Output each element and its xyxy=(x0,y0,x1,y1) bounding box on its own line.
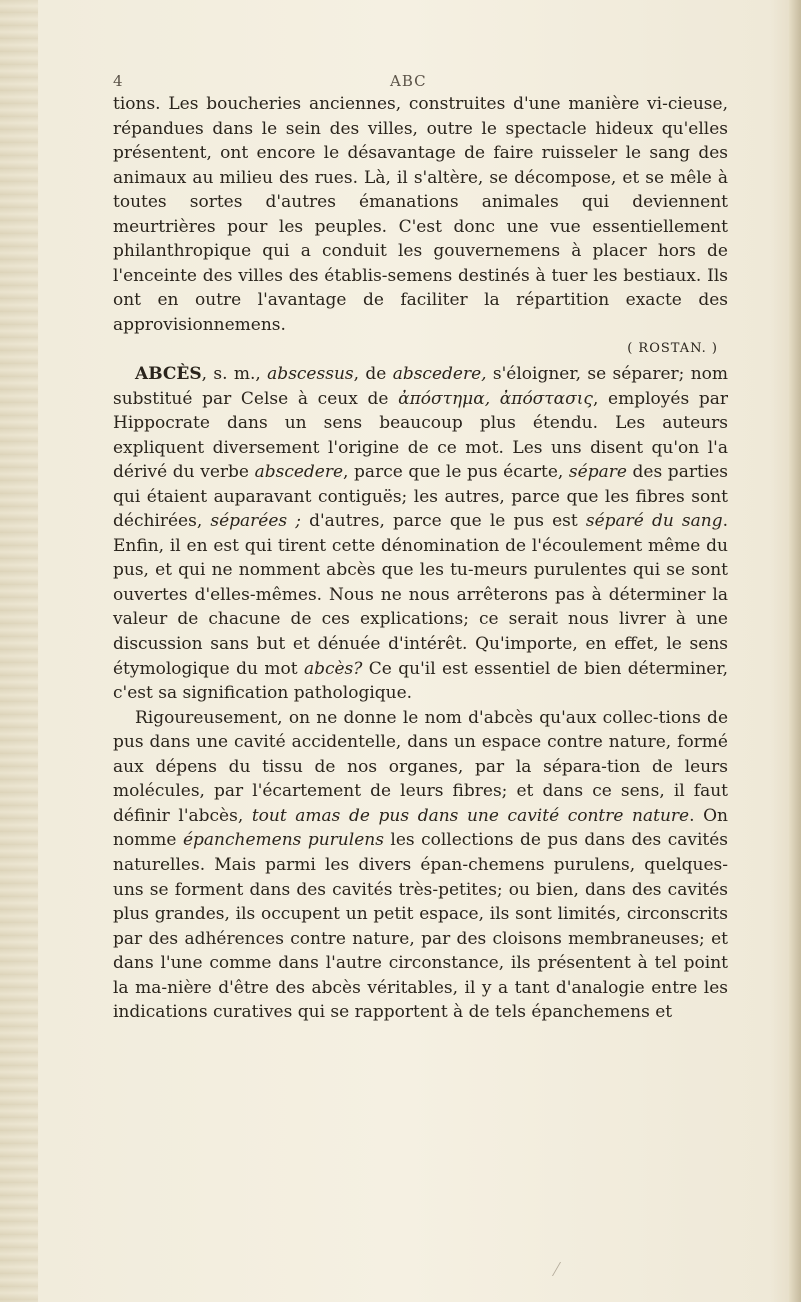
text-run: , parce que le pus écarte, xyxy=(343,462,569,483)
text-run: s'éloigner, se séparer; nom substitué par Celse à ceux de xyxy=(113,364,729,409)
text-run: . Enfin, il en est qui tirent cette dénomination de l'écoulement même du pus, et qui ne nomment abcès que les tu-meurs purulentes qui se sont ouvertes d'elles-mêmes. Nous ne nous arrêterons pas à déterminer la valeur de chacune de ces explications; ce serait nous livrer à une discussion sans but et dénuée d'intérêt. Qu'importe, en effet, le sens étymologique du mot xyxy=(113,511,728,679)
text-run: , de xyxy=(353,364,393,385)
text-run: . On nomme xyxy=(113,805,728,851)
paragraph xyxy=(113,706,728,1025)
paragraph xyxy=(113,362,728,706)
dictionary-entry-abces xyxy=(113,362,728,1025)
italic-term: sépare xyxy=(568,462,627,483)
page-number: 4 xyxy=(113,72,123,90)
text-run: d'autres, parce que le pus est xyxy=(300,511,586,532)
page-right-edge xyxy=(789,0,801,1302)
page-binding-edge xyxy=(0,0,38,1302)
italic-term: abcès? xyxy=(303,658,363,679)
text-run: Ce qu'il est essentiel de bien déterminer, c'est sa signification pathologique. xyxy=(113,658,728,704)
author-signature: ( ROSTAN. ) xyxy=(627,341,718,357)
intro-paragraphs xyxy=(113,92,728,337)
text-run: les collections de pus dans des cavités naturelles. Mais parmi les divers épan-chemens purulens, quelques-uns se forment dans des cavités très-petites; ou bien, dans des cavités plus grandes, ils occupent un petit espace, ils sont limités, circonscrits par des adhérences contre nature, par des cloisons membraneuses; et dans l'une comme dans l'autre circonstance, ils présentent à tel point la ma-nière d'être des abcès véritables, il y a tant d'analogie entre les indications curatives qui se rapportent à de tels épanchemens et xyxy=(113,830,729,1023)
italic-term: abscessus xyxy=(267,364,354,385)
entry-headword: ABCÈS xyxy=(135,364,202,385)
text-run: des parties qui étaient auparavant contiguës; les autres, parce que les fibres sont déchirées, xyxy=(113,462,729,532)
text-run: , employés par Hippocrate dans un sens beaucoup plus étendu. Les auteurs expliquent diversement l'origine de ce mot. Les uns disent qu'on l'a dérivé du verbe xyxy=(113,388,728,483)
running-title: ABC xyxy=(390,72,427,90)
text-run: tions. Les boucheries anciennes, construites d'une manière vi-cieuse, répandues dans le sein des villes, outre le spectacle hideux qu'elles présentent, ont encore le désavantage de faire ruisseler le sang des animaux au milieu des rues. Là, il s'altère, se décompose, et se mêle à toutes sortes d'autres émanations animales qui deviennent meurtrières pour les peuples. C'est donc une vue essentiellement philanthropique qui a conduit les gouvernemens à placer hors de l'enceinte des villes des établis-semens destinés à tuer les bestiaux. Ils ont en outre l'avantage de faciliter la répartition exacte des approvisionnemens. xyxy=(113,94,728,335)
italic-term: séparé du sang xyxy=(585,511,723,532)
body-text xyxy=(113,92,728,1025)
text-run: Rigoureusement, on ne donne le nom d'abcès qu'aux collec-tions de pus dans une cavité accidentelle, dans un espace contre nature, formé aux dépens du tissu de nos organes, par la sépara-tion de leurs molécules, par l'écartement de leurs fibres; et dans ce sens, il faut définir l'abcès, xyxy=(113,707,728,826)
italic-term: abscedere xyxy=(254,462,344,483)
italic-term: abscedere, xyxy=(392,364,487,385)
italic-term: séparées ; xyxy=(210,511,301,532)
italic-term: épanchemens purulens xyxy=(182,830,384,851)
page-stray-mark xyxy=(552,1262,571,1276)
paragraph xyxy=(113,92,728,337)
italic-term: tout amas de pus dans une cavité contre nature xyxy=(251,805,690,826)
italic-term: ἀπόστημα, ἀπόστασις xyxy=(398,388,593,409)
text-run: , s. m., xyxy=(201,364,268,385)
